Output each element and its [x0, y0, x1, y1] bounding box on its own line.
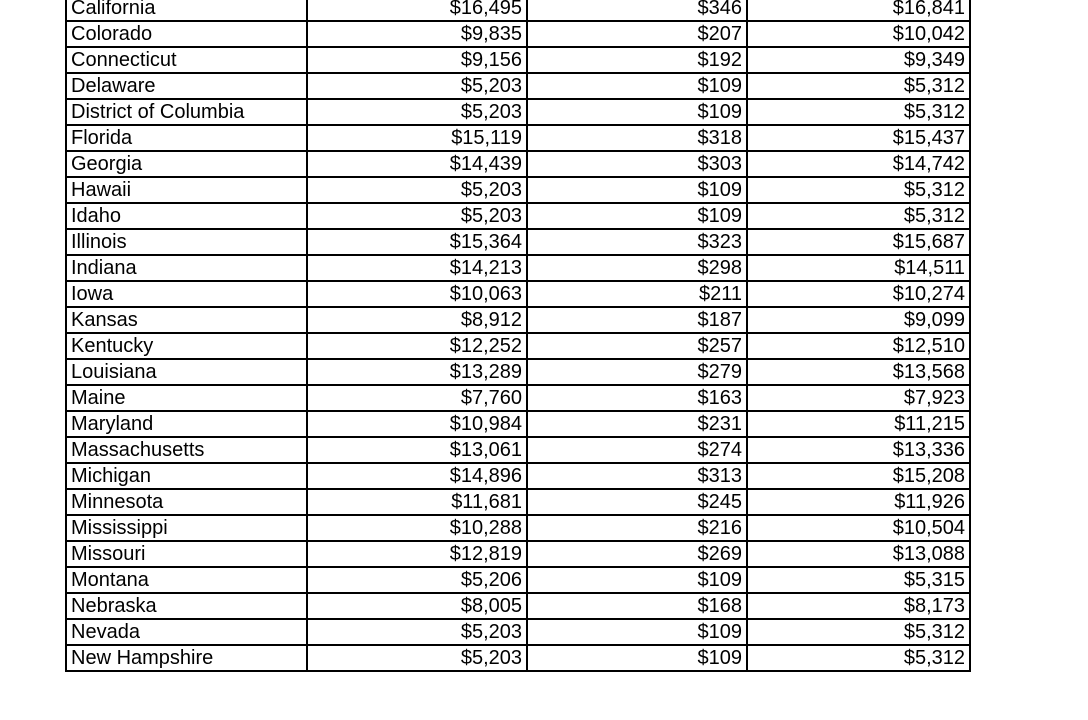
state-name-cell: Maryland: [66, 411, 307, 437]
state-name-cell: Connecticut: [66, 47, 307, 73]
table-row: [66, 307, 970, 333]
amount-column-1-cell: $5,203: [307, 619, 527, 645]
amount-column-1-cell: $10,063: [307, 281, 527, 307]
amount-column-1-cell: $8,912: [307, 307, 527, 333]
amount-column-1-cell: $16,495: [307, 0, 527, 21]
amount-column-2-cell: $323: [527, 229, 747, 255]
amount-column-1-cell: $9,156: [307, 47, 527, 73]
amount-column-3-cell: $9,349: [747, 47, 970, 73]
amount-column-2-cell: $346: [527, 0, 747, 21]
amount-column-1-cell: $15,364: [307, 229, 527, 255]
table-row: [66, 21, 970, 47]
state-name-cell: Louisiana: [66, 359, 307, 385]
amount-column-2-cell: $318: [527, 125, 747, 151]
amount-column-3-cell: $13,088: [747, 541, 970, 567]
state-name-cell: Nebraska: [66, 593, 307, 619]
table-row: [66, 73, 970, 99]
amount-column-1-cell: $13,289: [307, 359, 527, 385]
amount-column-2-cell: $274: [527, 437, 747, 463]
amount-column-3-cell: $5,312: [747, 645, 970, 671]
table-row: [66, 359, 970, 385]
state-name-cell: California: [66, 0, 307, 21]
spreadsheet-page: [65, 0, 969, 672]
table-row: [66, 463, 970, 489]
amount-column-2-cell: $257: [527, 333, 747, 359]
amount-column-2-cell: $303: [527, 151, 747, 177]
amount-column-2-cell: $207: [527, 21, 747, 47]
state-amounts-table: [65, 0, 971, 672]
amount-column-3-cell: $5,312: [747, 99, 970, 125]
amount-column-2-cell: $269: [527, 541, 747, 567]
state-name-cell: District of Columbia: [66, 99, 307, 125]
amount-column-1-cell: $14,213: [307, 255, 527, 281]
amount-column-2-cell: $211: [527, 281, 747, 307]
amount-column-2-cell: $109: [527, 177, 747, 203]
table-row: [66, 385, 970, 411]
amount-column-2-cell: $109: [527, 73, 747, 99]
amount-column-3-cell: $11,926: [747, 489, 970, 515]
table-row: [66, 645, 970, 671]
amount-column-2-cell: $109: [527, 619, 747, 645]
table-row: [66, 567, 970, 593]
table-row: [66, 255, 970, 281]
state-name-cell: Hawaii: [66, 177, 307, 203]
state-name-cell: Colorado: [66, 21, 307, 47]
amount-column-3-cell: $8,173: [747, 593, 970, 619]
amount-column-2-cell: $168: [527, 593, 747, 619]
amount-column-1-cell: $8,005: [307, 593, 527, 619]
amount-column-3-cell: $15,687: [747, 229, 970, 255]
state-name-cell: Idaho: [66, 203, 307, 229]
state-name-cell: Maine: [66, 385, 307, 411]
amount-column-3-cell: $10,042: [747, 21, 970, 47]
state-name-cell: New Hampshire: [66, 645, 307, 671]
amount-column-1-cell: $5,203: [307, 99, 527, 125]
table-row: [66, 333, 970, 359]
amount-column-3-cell: $13,336: [747, 437, 970, 463]
table-row: [66, 515, 970, 541]
state-name-cell: Illinois: [66, 229, 307, 255]
amount-column-1-cell: $12,252: [307, 333, 527, 359]
amount-column-2-cell: $231: [527, 411, 747, 437]
table-row: [66, 0, 970, 21]
table-body: [66, 0, 970, 671]
amount-column-1-cell: $5,203: [307, 203, 527, 229]
table-row: [66, 151, 970, 177]
amount-column-2-cell: $298: [527, 255, 747, 281]
state-name-cell: Minnesota: [66, 489, 307, 515]
table-row: [66, 411, 970, 437]
amount-column-3-cell: $12,510: [747, 333, 970, 359]
amount-column-2-cell: $109: [527, 645, 747, 671]
table-row: [66, 203, 970, 229]
state-name-cell: Missouri: [66, 541, 307, 567]
state-name-cell: Montana: [66, 567, 307, 593]
amount-column-2-cell: $279: [527, 359, 747, 385]
table-row: [66, 125, 970, 151]
table-row: [66, 177, 970, 203]
amount-column-2-cell: $109: [527, 567, 747, 593]
amount-column-3-cell: $5,312: [747, 203, 970, 229]
amount-column-1-cell: $13,061: [307, 437, 527, 463]
amount-column-3-cell: $15,208: [747, 463, 970, 489]
amount-column-1-cell: $10,288: [307, 515, 527, 541]
table-row: [66, 489, 970, 515]
amount-column-2-cell: $245: [527, 489, 747, 515]
table-row: [66, 541, 970, 567]
state-name-cell: Michigan: [66, 463, 307, 489]
amount-column-1-cell: $14,439: [307, 151, 527, 177]
amount-column-3-cell: $15,437: [747, 125, 970, 151]
table-row: [66, 47, 970, 73]
amount-column-3-cell: $5,312: [747, 73, 970, 99]
amount-column-1-cell: $12,819: [307, 541, 527, 567]
amount-column-3-cell: $14,511: [747, 255, 970, 281]
amount-column-3-cell: $16,841: [747, 0, 970, 21]
state-name-cell: Indiana: [66, 255, 307, 281]
amount-column-3-cell: $9,099: [747, 307, 970, 333]
state-name-cell: Nevada: [66, 619, 307, 645]
state-name-cell: Florida: [66, 125, 307, 151]
amount-column-1-cell: $5,206: [307, 567, 527, 593]
amount-column-3-cell: $13,568: [747, 359, 970, 385]
amount-column-1-cell: $5,203: [307, 645, 527, 671]
amount-column-1-cell: $11,681: [307, 489, 527, 515]
amount-column-2-cell: $313: [527, 463, 747, 489]
amount-column-3-cell: $7,923: [747, 385, 970, 411]
amount-column-1-cell: $5,203: [307, 177, 527, 203]
state-name-cell: Mississippi: [66, 515, 307, 541]
amount-column-1-cell: $9,835: [307, 21, 527, 47]
amount-column-3-cell: $5,312: [747, 619, 970, 645]
table-row: [66, 619, 970, 645]
amount-column-1-cell: $7,760: [307, 385, 527, 411]
amount-column-2-cell: $216: [527, 515, 747, 541]
amount-column-2-cell: $187: [527, 307, 747, 333]
amount-column-2-cell: $109: [527, 99, 747, 125]
table-row: [66, 437, 970, 463]
table-row: [66, 281, 970, 307]
table-row: [66, 229, 970, 255]
amount-column-3-cell: $10,274: [747, 281, 970, 307]
amount-column-1-cell: $14,896: [307, 463, 527, 489]
amount-column-1-cell: $10,984: [307, 411, 527, 437]
amount-column-2-cell: $192: [527, 47, 747, 73]
amount-column-3-cell: $11,215: [747, 411, 970, 437]
state-name-cell: Iowa: [66, 281, 307, 307]
amount-column-1-cell: $15,119: [307, 125, 527, 151]
table-row: [66, 593, 970, 619]
state-name-cell: Kentucky: [66, 333, 307, 359]
table-row: [66, 99, 970, 125]
amount-column-2-cell: $163: [527, 385, 747, 411]
state-name-cell: Massachusetts: [66, 437, 307, 463]
amount-column-2-cell: $109: [527, 203, 747, 229]
amount-column-3-cell: $5,312: [747, 177, 970, 203]
state-name-cell: Delaware: [66, 73, 307, 99]
state-name-cell: Georgia: [66, 151, 307, 177]
amount-column-3-cell: $10,504: [747, 515, 970, 541]
state-name-cell: Kansas: [66, 307, 307, 333]
amount-column-3-cell: $5,315: [747, 567, 970, 593]
amount-column-1-cell: $5,203: [307, 73, 527, 99]
amount-column-3-cell: $14,742: [747, 151, 970, 177]
